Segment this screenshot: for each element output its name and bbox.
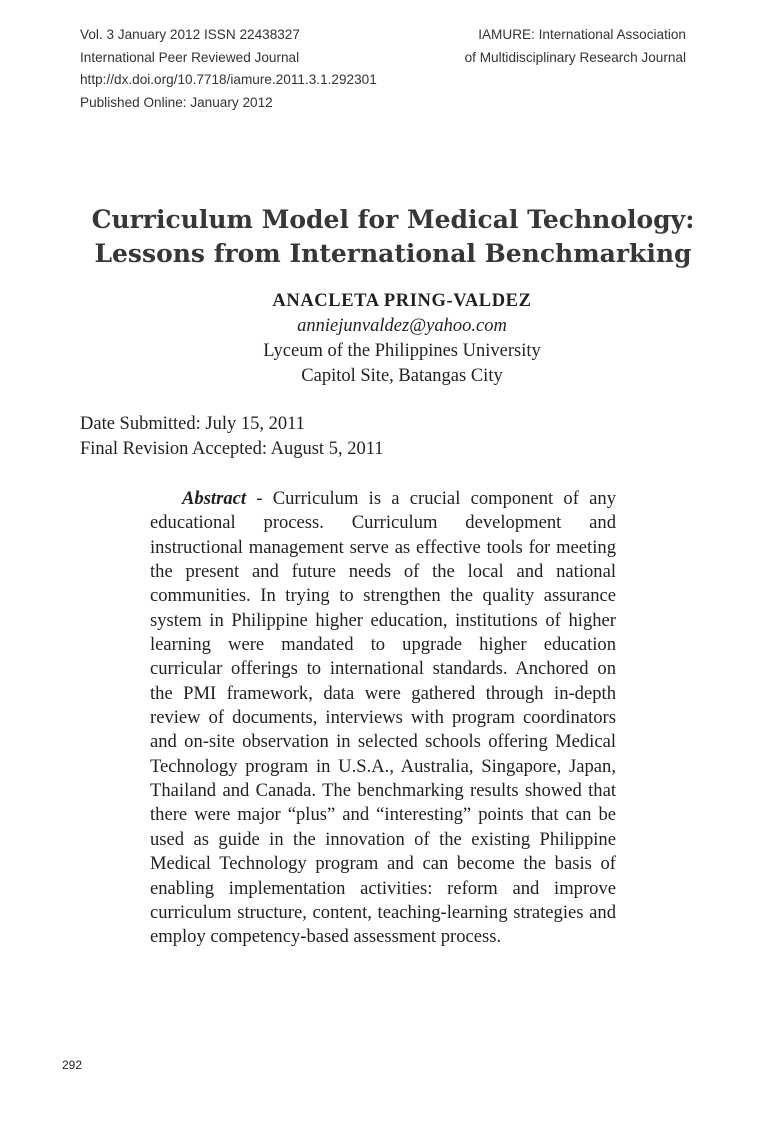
journal-type: International Peer Reviewed Journal <box>80 49 300 65</box>
date-accepted: Final Revision Accepted: August 5, 2011 <box>80 439 384 459</box>
abstract-label: Abstract <box>182 488 247 509</box>
paper-title-line-1: Curriculum Model for Medical Technology: <box>91 205 695 234</box>
author-location: Capitol Site, Batangas City <box>301 366 503 386</box>
doi-link[interactable]: http://dx.doi.org/10.7718/iamure.2011.3.1.292301 <box>80 72 377 87</box>
abstract-text: - Curriculum is a crucial component of any educational process. Curriculum development and instructional management serve as effective tools for meeting the present and future needs of the local and national communities. In trying to strengthen the quality assurance system in Philippine higher education, institutions of higher learning were mandated to upgrade higher education curricular offerings to international standards. Anchored on the PMI framework, data were gathered through in-depth review of documents, interviews with program coordinators and on-site observation in selected schools offering Medical Technology program in U.S.A., Australia, Singapore, Japan, Thailand and Canada. The benchmarking results showed that there were major “plus” and “interesting” points that can be used as guide in the innovation of the existing Philippine Medical Technology program and can become the basis of enabling implementation activities: reform and improve curriculum structure, content, teaching-learning strategies and employ competency-based assessment process. <box>150 488 616 948</box>
journal-name <box>366 24 686 69</box>
author-block <box>0 289 768 389</box>
paper-title <box>0 203 768 271</box>
journal-name-line-1: IAMURE: International Association <box>478 27 686 42</box>
published-date: Published Online: January 2012 <box>80 94 273 110</box>
volume-issn: Vol. 3 January 2012 ISSN 22438327 <box>80 27 300 42</box>
author-affiliation: Lyceum of the Philippines University <box>263 341 541 361</box>
page-number: 292 <box>62 1058 83 1072</box>
author-email[interactable]: anniejunvaldez@yahoo.com <box>297 316 507 336</box>
author-name: ANACLETA PRING-VALDEZ <box>272 291 532 311</box>
abstract <box>150 487 616 950</box>
date-submitted: Date Submitted: July 15, 2011 <box>80 414 305 434</box>
journal-name-line-2: of Multidisciplinary Research Journal <box>464 49 686 65</box>
submission-dates <box>80 412 384 462</box>
paper-title-line-2: Lessons from International Benchmarking <box>94 239 692 268</box>
